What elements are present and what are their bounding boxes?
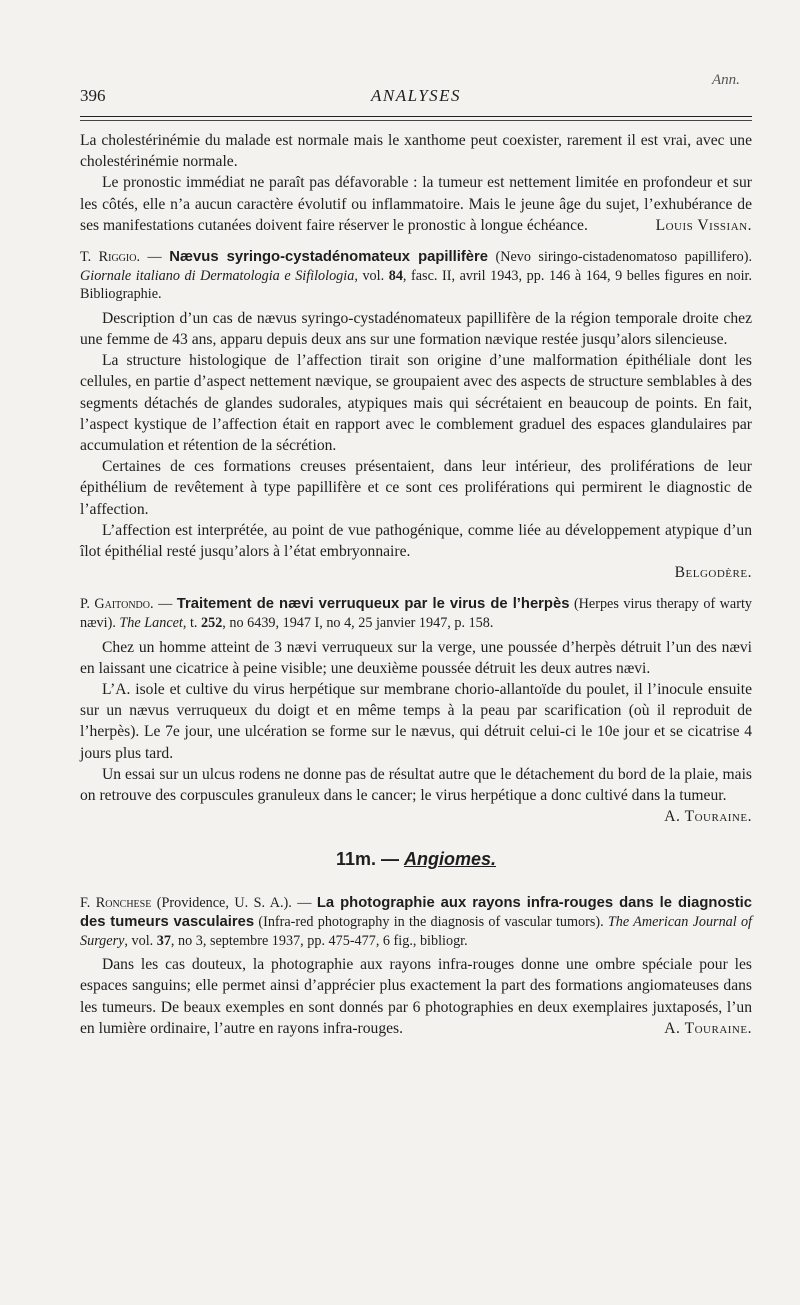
reference-entry: F. Ronchese (Providence, U. S. A.). — La photographie aux rayons infra-rouges dans le diagnostic des tumeurs vasculaires (Infra-red photography in the diagnosis of vascular tumors). The American Journal of Surgery, vol. 37, no 3, septembre 1937, pp. 475-477, 6 fig., bibliogr.	[80, 895, 752, 949]
reference-entry: P. Gaitondo. — Traitement de nævi verruqueux par le virus de l’herpès (Herpes virus therapy of warty nævi). The Lancet, t. 252, no 6439, 1947 I, no 4, 25 janvier 1947, p. 158.	[80, 596, 752, 632]
signature: Belgodère.	[674, 564, 752, 582]
journal-name: The American Journal of Surgery	[80, 914, 752, 949]
signature: Louis Vissian.	[655, 216, 752, 234]
header-rule	[80, 116, 752, 117]
journal-name: The Lancet	[119, 615, 183, 632]
paragraph: La structure histologique de l’affection tirait son origine d’une malformation épithéliale dont les cellules, en partie d’aspect nettement nævique, se groupaient avec des aspects de structure semblables à des segments détachés de glandes sudorales, atypiques mais qui sécrétaient en beaucoup de points. En fait, l’aspect kystique de l’affection était en rapport avec le comblement graduel des espaces glandulaires par accumulation et rétention de la sécrétion.	[80, 352, 752, 455]
volume: 37	[156, 932, 171, 949]
paragraph: Un essai sur un ulcus rodens ne donne pas de résultat autre que le détachement du bord de la plaie, mais on retrouve des corpuscules granuleux dans le cancer; le virus herpétique a donc cultivé dans la tumeur. A. Touraine.	[80, 764, 752, 806]
volume: 84	[388, 267, 403, 284]
section-number: 11m. —	[335, 849, 405, 870]
page-number: 396	[80, 86, 106, 105]
journal-name: Giornale italiano di Dermatologia e Sifilologia	[80, 267, 355, 284]
signature-line	[80, 562, 752, 583]
article-title: La photographie aux rayons infra-rouges dans le diagnostic des tumeurs vasculaires	[80, 895, 752, 931]
paragraph: Dans les cas douteux, la photographie aux rayons infra-rouges donne une ombre spéciale pour les espaces sanguins; elle permet ainsi d’apprécier plus exactement la part des formations angiomateuses dans les tumeurs. De beaux exemples en sont donnés par 6 photographies en deux exemplaires juxtaposés, l’un en lumière ordinaire, l’autre en rayons infra-rouges. A. Touraine.	[80, 954, 752, 1039]
page-header	[80, 86, 752, 108]
paragraph: L’affection est interprétée, au point de vue pathogénique, comme liée au développement atypique d’un îlot épithélial resté jusqu’alors à l’état embryonnaire.	[80, 521, 752, 561]
section-name: Angiomes.	[404, 849, 497, 870]
author: P. Gaitondo.	[80, 596, 154, 613]
reference-entry: T. Riggio. — Nævus syringo-cystadénomateux papillifère (Nevo siringo-cistadenomatoso papillifero). Giornale italiano di Dermatologia e Sifilologia, vol. 84, fasc. II, avril 1943, pp. 146 à 164, 9 belles figures en noir. Bibliographie.	[80, 249, 752, 303]
author: T. Riggio.	[80, 249, 141, 266]
header-rule-thin	[80, 120, 752, 121]
paragraph: L’A. isole et cultive du virus herpétique sur membrane chorio-allantoïde du poulet, il l’inocule ensuite sur un nævus verruqueux du doigt et en même temps à la peau par scarification (où il reproduit de l’herpès). Le 7e jour, une ulcération se forme sur le nævus, qui détruit celui-ci le 10e jour et se cicatrise 4 jours plus tard.	[80, 681, 752, 762]
paragraph: Certaines de ces formations creuses présentaient, dans leur intérieur, des proliférations de leur épithélium de revêtement à type papillifère et ce sont ces proliférations qui permirent le diagnostic de l’affection.	[80, 458, 752, 518]
signature: A. Touraine.	[664, 808, 752, 826]
signature: A. Touraine.	[664, 1019, 752, 1037]
paragraph: Chez un homme atteint de 3 nævi verruqueux sur la verge, une poussée d’herpès détruit l’un des nævi en laissant une cicatrice à peine visible; une deuxième poussée détruit les deux autres nævi.	[80, 638, 752, 677]
margin-annotation: Ann.	[712, 72, 740, 88]
paragraph: Le pronostic immédiat ne paraît pas défavorable : la tumeur est nettement limitée en profondeur et sur les côtés, elle n’a aucun caractère évolutif ou inflammatoire. Mais le jeune âge du sujet, l’exhubérance de ses manifestations cutanées doivent faire réserver le pronostic à longue échéance. Louis Vissian.	[80, 172, 752, 236]
section-heading	[80, 849, 752, 870]
paragraph: La cholestérinémie du malade est normale mais le xanthome peut coexister, rarement il est vrai, avec une cholestérinémie normale.	[80, 132, 752, 171]
running-title: ANALYSES	[370, 86, 462, 105]
volume: 252	[201, 615, 223, 632]
page-body	[80, 130, 752, 1039]
article-title: Nævus syringo-cystadénomateux papillifère	[169, 249, 488, 266]
author: F. Ronchese	[80, 895, 152, 912]
article-title: Traitement de nævi verruqueux par le virus de l’herpès	[176, 596, 570, 613]
paragraph: Description d’un cas de nævus syringo-cystadénomateux papillifère de la région temporale droite chez une femme de 43 ans, apparu depuis deux ans sur une formation nævique restée jusqu’alors silencieuse.	[80, 309, 752, 348]
